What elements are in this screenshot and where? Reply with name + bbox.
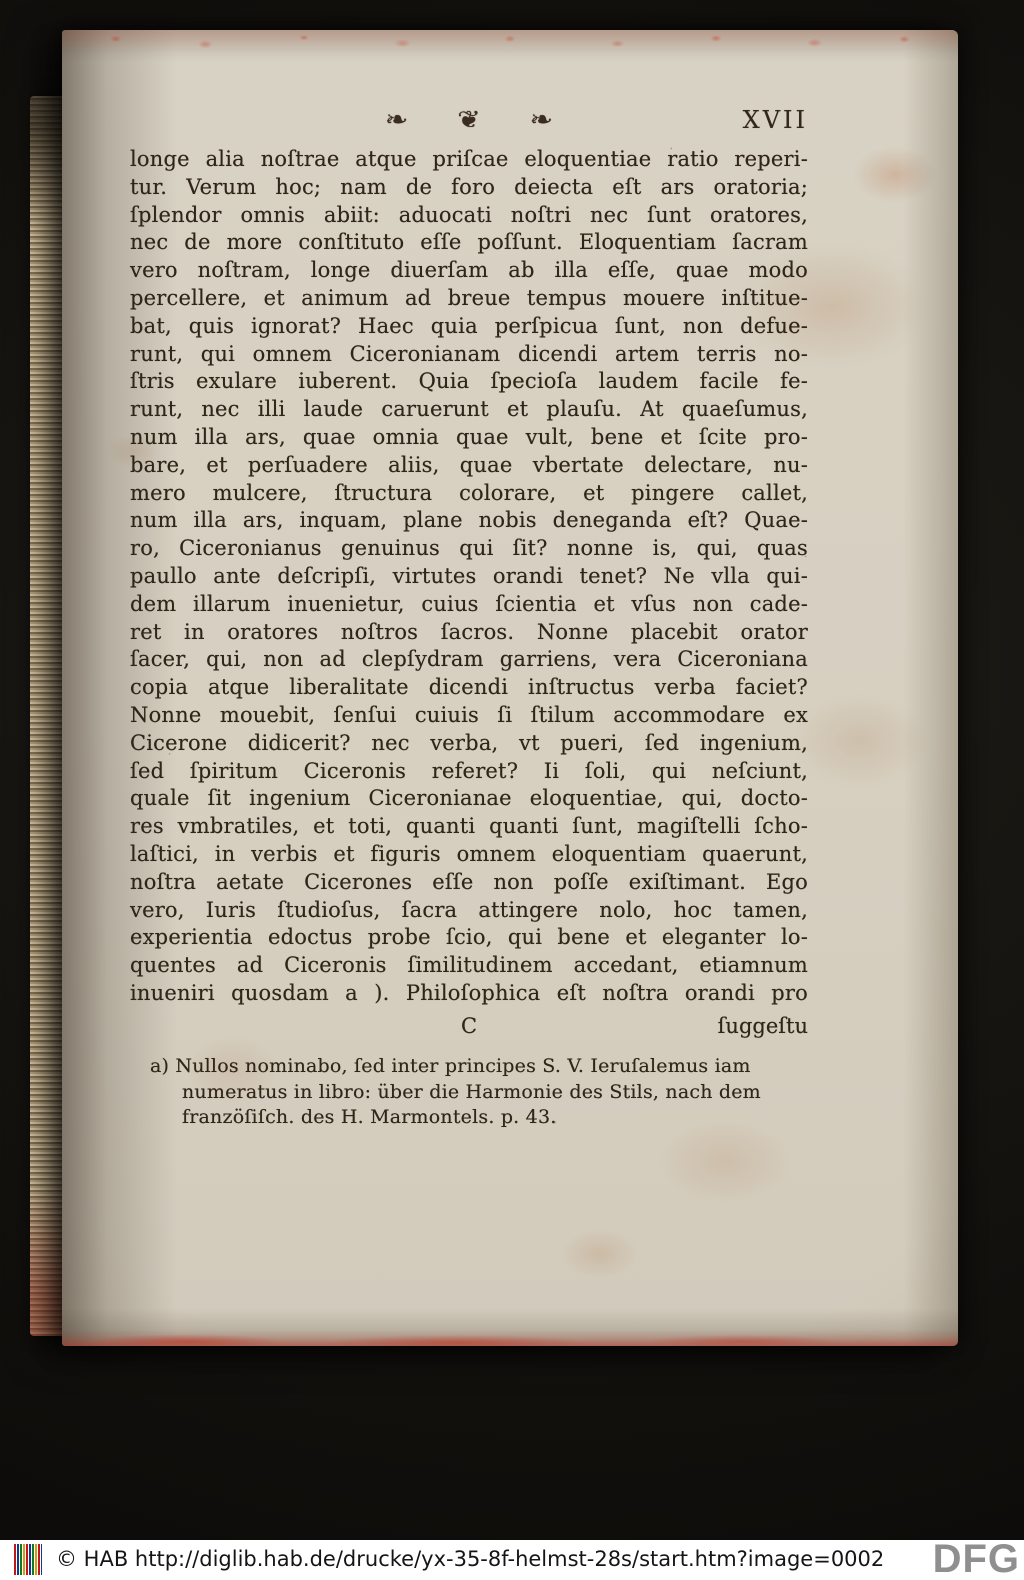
footnote [150, 1054, 810, 1131]
book-page-edges [30, 96, 64, 1336]
barcode-icon [14, 1544, 42, 1575]
source-url: © HAB http://diglib.hab.de/drucke/yx-35-8f-helmst-28s/start.htm?image=0002 [56, 1547, 885, 1571]
body-line: runt, nec illi laude caruerunt et plauſu. At quaeſumus, [130, 397, 808, 422]
body-line: dem illarum inuenietur, cuius ſcientia et vſus non cade- [130, 591, 808, 616]
body-line: ſplendor omnis abiit: aduocati noſtri nec ſunt oratores, [130, 202, 808, 227]
body-text [130, 146, 808, 1008]
body-line: ret in oratores noſtros ſacros. Nonne placebit orator [130, 619, 808, 644]
body-line: vero, Iuris ſtudioſus, ſacra attingere nolo, hoc tamen, [130, 897, 808, 922]
body-line: mero mulcere, ſtructura colorare, et pingere callet, [130, 480, 808, 505]
body-line: laſtici, in verbis et figuris omnem eloquentiam quaerunt, [130, 841, 808, 866]
body-line: percellere, et animum ad breue tempus mouere inſtitue- [130, 285, 808, 310]
body-line: bare, et perſuadere aliis, quae vbertate delectare, nu- [130, 452, 808, 477]
body-line: Nonne mouebit, ſenſui cuiuis ſi ſtilum accommodare ex [130, 702, 808, 727]
body-line: num illa ars, quae omnia quae vult, bene et ſcite pro- [130, 424, 808, 449]
body-line: ro, Ciceronianus genuinus qui ſit? nonne is, qui, quas [130, 536, 808, 561]
body-line: num illa ars, inquam, plane nobis deneganda eſt? Quae- [130, 508, 808, 533]
body-line: paullo ante deſcripſi, virtutes orandi tenet? Ne vlla qui- [130, 563, 808, 588]
footnote-line: a) Nullos nominabo, ſed inter principes S. V. Ieruſalemus iam [150, 1055, 751, 1077]
body-line: Cicerone didicerit? nec verba, vt pueri, ſed ingenium, [130, 730, 808, 755]
signature-letter: C [460, 1014, 478, 1038]
page-header [130, 102, 808, 142]
dfg-logo: DFG [932, 1537, 1020, 1580]
body-line: tur. Verum hoc; nam de foro deiecta eſt ars oratoria; [130, 174, 808, 199]
body-line: ſed ſpiritum Ciceronis referet? Ii ſoli, qui neſciunt, [130, 758, 808, 783]
footnote-line: numeratus in libro: über die Harmonie des Stils, nach dem [182, 1080, 761, 1103]
catchword-row [130, 1014, 808, 1044]
page-number: XVII [742, 106, 808, 134]
body-line: longe alia noſtrae atque priſcae eloquentiae ratio reperi- [130, 147, 808, 171]
body-line: res vmbratiles, et toti, quanti quanti ſunt, magiſtelli ſcho- [130, 814, 808, 839]
body-line: vero noſtram, longe diuerſam ab illa eſſe, quae modo [130, 258, 808, 283]
viewer-caption-bar [0, 1537, 1024, 1580]
body-line: runt, qui omnem Ciceronianam dicendi artem terris no- [130, 341, 808, 366]
body-line: quentes ad Ciceronis ſimilitudinem accedant, etiamnum [130, 953, 808, 978]
catchword: ſuggeſtu [717, 1014, 808, 1038]
scanned-page [62, 30, 958, 1346]
body-line: quale ſit ingenium Ciceronianae eloquentiae, qui, docto- [130, 786, 808, 811]
body-line: ſtris exulare iuberent. Quia ſpecioſa laudem facile fe- [130, 369, 808, 394]
body-line: noſtra aetate Cicerones eſſe non poſſe exiſtimant. Ego [130, 869, 808, 894]
body-line: nec de more conſtituto eſſe poſſunt. Eloquentiam ſacram [130, 230, 808, 255]
body-line: ſacer, qui, non ad clepſydram garriens, vera Ciceroniana [130, 647, 808, 672]
body-line: inueniri quosdam a ). Philoſophica eſt noſtra orandi pro [130, 980, 808, 1005]
printer-ornament-icon: ❧ ❦ ❧ [384, 105, 554, 134]
body-line: bat, quis ignorat? Haec quia perſpicua ſunt, non defue- [130, 313, 808, 338]
footnote-line: franzöſiſch. des H. Marmontels. p. 43. [182, 1106, 557, 1128]
body-line: experientia edoctus probe ſcio, qui bene et eleganter lo- [130, 925, 808, 950]
body-line: copia atque liberalitate dicendi inſtructus verba faciet? [130, 675, 808, 700]
